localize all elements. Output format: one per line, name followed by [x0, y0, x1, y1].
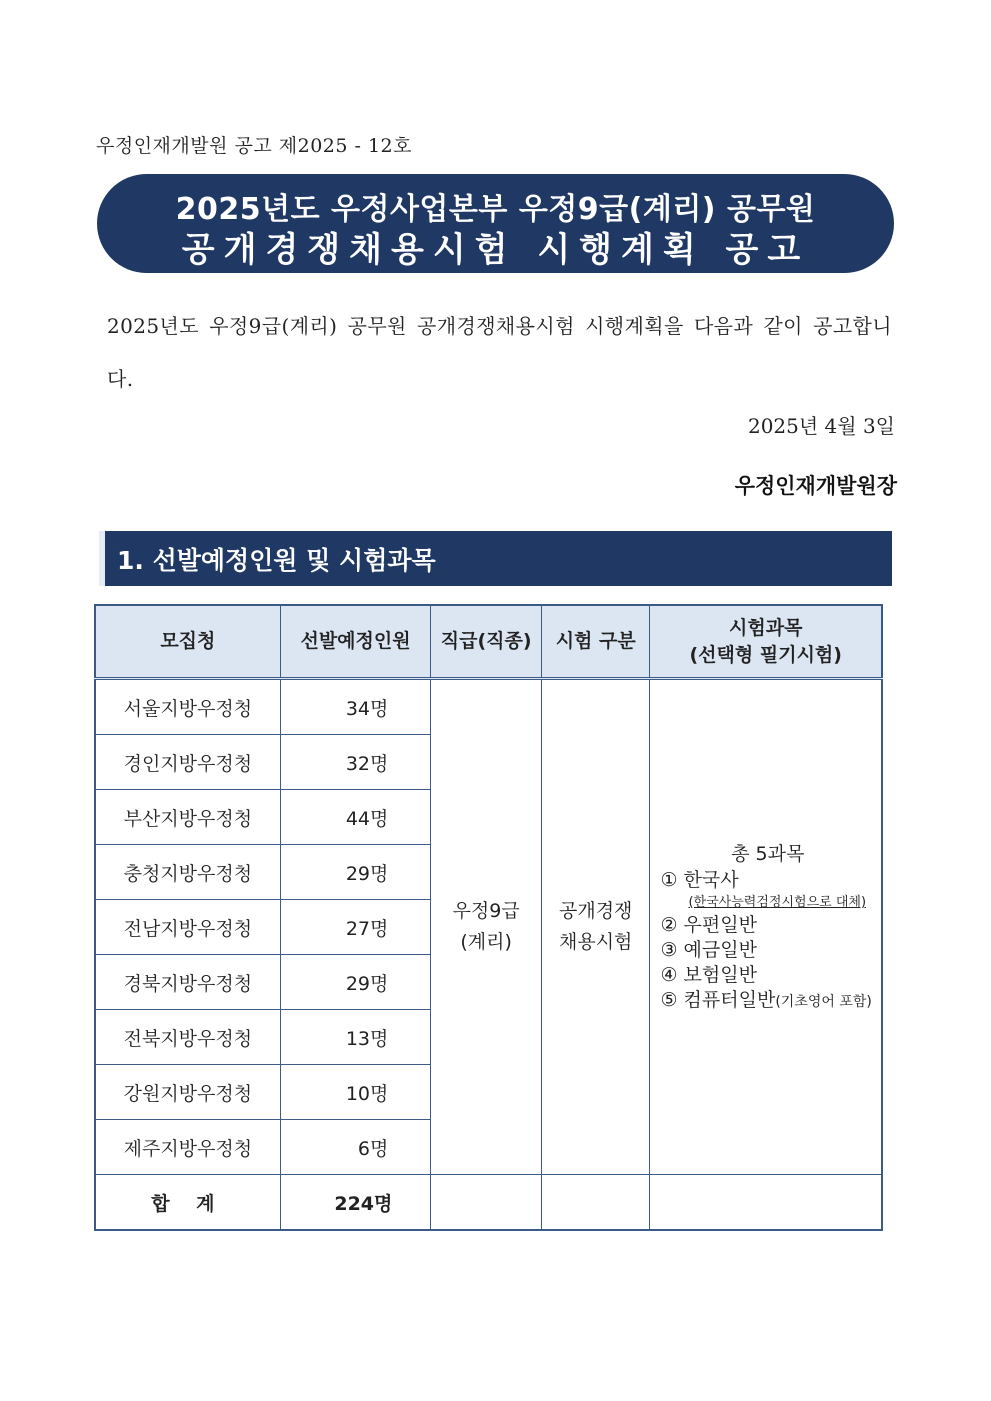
- empty-cell: [431, 1175, 542, 1231]
- recruitment-table: [94, 604, 883, 1231]
- header-exam-type: 시험 구분: [541, 605, 650, 679]
- office-cell: 부산지방우정청: [95, 790, 280, 845]
- subject-item-label: ⑤ 컴퓨터일반: [660, 989, 776, 1011]
- header-grade: 직급(직종): [431, 605, 542, 679]
- table-row: [95, 679, 882, 735]
- count-cell: 29명: [280, 845, 431, 900]
- office-cell: 제주지방우정청: [95, 1120, 280, 1175]
- count-cell: 6명: [280, 1120, 431, 1175]
- count-cell: 32명: [280, 735, 431, 790]
- grade-line-1: 우정9급: [452, 900, 520, 922]
- count-cell: 29명: [280, 955, 431, 1010]
- subject-note: (기초영어 포함): [775, 994, 872, 1010]
- total-label: 합 계: [95, 1175, 280, 1231]
- title-line-2: 공개경쟁채용시험 시행계획 공고: [181, 230, 810, 270]
- office-cell: 경인지방우정청: [95, 735, 280, 790]
- announcement-date: 2025년 4월 3일: [747, 414, 895, 438]
- count-cell: 34명: [280, 679, 431, 735]
- header-office: 모집청: [95, 605, 280, 679]
- header-subjects-line-1: 시험과목: [729, 616, 803, 639]
- total-row: [95, 1175, 882, 1231]
- grade-cell: [431, 679, 542, 1175]
- announcement-body: 2025년도 우정9급(계리) 공무원 공개경쟁채용시험 시행계획을 다음과 같이 공고합니다.: [107, 314, 892, 391]
- count-cell: 27명: [280, 900, 431, 955]
- total-count: 224명: [280, 1175, 431, 1231]
- office-cell: 전북지방우정청: [95, 1010, 280, 1065]
- empty-cell: [650, 1175, 882, 1231]
- subjects-cell: [650, 679, 882, 1175]
- count-cell: 44명: [280, 790, 431, 845]
- header-count: 선발예정인원: [280, 605, 431, 679]
- title-banner: [97, 174, 894, 273]
- title-line-1: 2025년도 우정사업본부 우정9급(계리) 공무원: [175, 192, 816, 227]
- subject-item: ③ 예금일반: [660, 939, 757, 961]
- signer: 우정인재개발원장: [734, 474, 897, 498]
- header-subjects: [650, 605, 882, 679]
- section-1-header: [99, 531, 892, 586]
- count-cell: 13명: [280, 1010, 431, 1065]
- header-subjects-line-2: (선택형 필기시험): [689, 643, 842, 666]
- office-cell: 전남지방우정청: [95, 900, 280, 955]
- subject-item: ④ 보험일반: [660, 964, 757, 986]
- exam-type-line-1: 공개경쟁: [559, 900, 633, 922]
- subject-item: ② 우편일반: [660, 914, 757, 936]
- notice-number: 우정인재개발원 공고 제2025 - 12호: [96, 135, 413, 157]
- empty-cell: [541, 1175, 650, 1231]
- subject-note: (한국사능력검정시험으로 대체): [688, 895, 867, 910]
- count-cell: 10명: [280, 1065, 431, 1120]
- grade-line-2: (계리): [460, 931, 512, 953]
- office-cell: 경북지방우정청: [95, 955, 280, 1010]
- table-header-row: [95, 605, 882, 679]
- subject-item: ① 한국사: [660, 869, 739, 891]
- subject-item-5: [660, 988, 875, 1015]
- office-cell: 충청지방우정청: [95, 845, 280, 900]
- office-cell: 서울지방우정청: [95, 679, 280, 735]
- exam-type-cell: [541, 679, 650, 1175]
- office-cell: 강원지방우정청: [95, 1065, 280, 1120]
- exam-type-line-2: 채용시험: [559, 931, 633, 953]
- subjects-total: 총 5과목: [731, 843, 805, 865]
- section-1-title: 1. 선발예정인원 및 시험과목: [117, 546, 436, 575]
